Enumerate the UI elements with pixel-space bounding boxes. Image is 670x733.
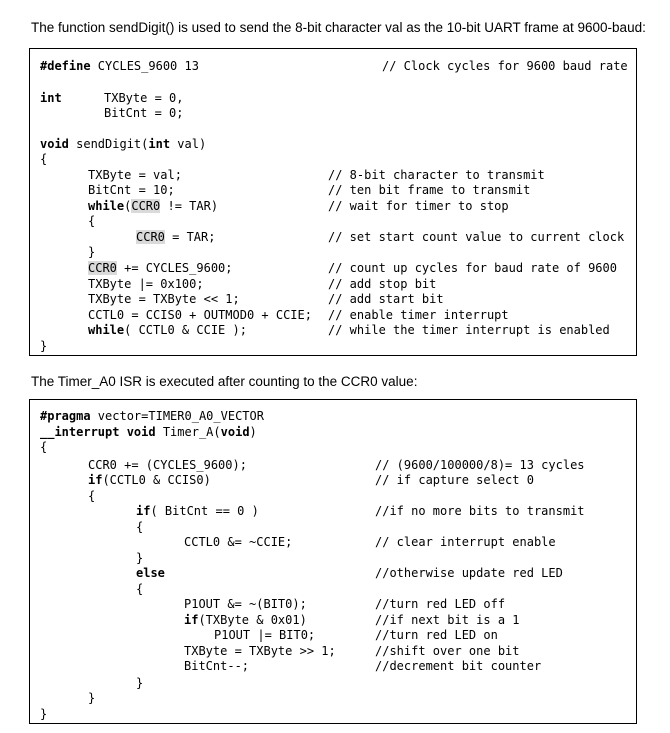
isr-code-box xyxy=(29,399,637,724)
code-line: TXByte = TXByte << 1; xyxy=(88,292,240,306)
code-line: #pragma vector=TIMER0_A0_VECTOR xyxy=(40,409,264,423)
code-comment: // (9600/100000/8)= 13 cycles xyxy=(375,458,585,472)
code-comment: // wait for timer to stop xyxy=(328,199,509,213)
code-line: if(TXByte & 0x01) xyxy=(184,613,307,627)
code-comment: // 8-bit character to transmit xyxy=(328,168,545,182)
code-line: { xyxy=(136,520,144,534)
code-comment: // if capture select 0 xyxy=(375,473,534,487)
code-line: __interrupt void Timer_A(void) xyxy=(40,425,257,439)
code-line: BitCnt = 10; xyxy=(88,183,175,197)
code-line: CCR0 += (CYCLES_9600); xyxy=(88,458,247,472)
code-comment: // add stop bit xyxy=(328,277,437,291)
code-line: P1OUT |= BIT0; xyxy=(214,628,316,642)
code-line: void sendDigit(int val) xyxy=(40,137,207,151)
code-comment: // ten bit frame to transmit xyxy=(328,183,531,197)
code-line: #define CYCLES_9600 13 xyxy=(40,59,199,73)
code-comment: // set start count value to current clock xyxy=(328,230,625,244)
code-line: TXByte = val; xyxy=(88,168,182,182)
code-comment: //otherwise update red LED xyxy=(375,566,563,580)
intro-paragraph: The function sendDigit() is used to send the 8-bit character val as the 10-bit UART frame at 9600-baud: xyxy=(31,20,646,35)
code-line: BitCnt = 0; xyxy=(104,106,184,120)
code-line: BitCnt--; xyxy=(184,659,250,673)
code-line: } xyxy=(40,339,48,353)
code-comment: // clear interrupt enable xyxy=(375,535,556,549)
code-line: int xyxy=(40,91,62,105)
code-line: } xyxy=(88,245,96,259)
code-line: CCTL0 &= ~CCIE; xyxy=(184,535,293,549)
code-line: CCR0 += CYCLES_9600; xyxy=(88,261,233,275)
code-comment: //if next bit is a 1 xyxy=(375,613,520,627)
code-line: { xyxy=(88,489,96,503)
code-comment: // count up cycles for baud rate of 9600 xyxy=(328,261,617,275)
code-line: } xyxy=(136,676,144,690)
code-comment: // while the timer interrupt is enabled xyxy=(328,323,610,337)
code-line: CCTL0 = CCIS0 + OUTMOD0 + CCIE; xyxy=(88,308,312,322)
code-comment: //shift over one bit xyxy=(375,644,520,658)
isr-paragraph: The Timer_A0 ISR is executed after counting to the CCR0 value: xyxy=(31,374,418,389)
code-line: { xyxy=(40,440,48,454)
code-line: } xyxy=(88,691,96,705)
code-comment: //turn red LED on xyxy=(375,628,498,642)
code-comment: //if no more bits to transmit xyxy=(375,504,585,518)
code-line: } xyxy=(136,551,144,565)
code-line: while(CCR0 != TAR) xyxy=(88,199,219,213)
code-line: P1OUT &= ~(BIT0); xyxy=(184,597,307,611)
code-comment: //turn red LED off xyxy=(375,597,506,611)
code-comment: // Clock cycles for 9600 baud rate xyxy=(382,59,628,73)
code-line: while( CCTL0 & CCIE ); xyxy=(88,323,247,337)
code-line: if(CCTL0 & CCIS0) xyxy=(88,473,211,487)
code-line: CCR0 = TAR; xyxy=(136,230,216,244)
code-line: } xyxy=(40,707,48,721)
code-line: else xyxy=(136,566,165,580)
code-line: { xyxy=(136,582,144,596)
code-line: TXByte |= 0x100; xyxy=(88,277,204,291)
code-line: if( BitCnt == 0 ) xyxy=(136,504,259,518)
send-digit-code-box xyxy=(29,48,637,356)
code-comment: //decrement bit counter xyxy=(375,659,542,673)
code-line: TXByte = TXByte >> 1; xyxy=(184,644,336,658)
code-comment: // enable timer interrupt xyxy=(328,308,509,322)
code-line: { xyxy=(88,214,96,228)
code-line: TXByte = 0, xyxy=(104,91,184,105)
code-line: { xyxy=(40,152,48,166)
code-comment: // add start bit xyxy=(328,292,444,306)
